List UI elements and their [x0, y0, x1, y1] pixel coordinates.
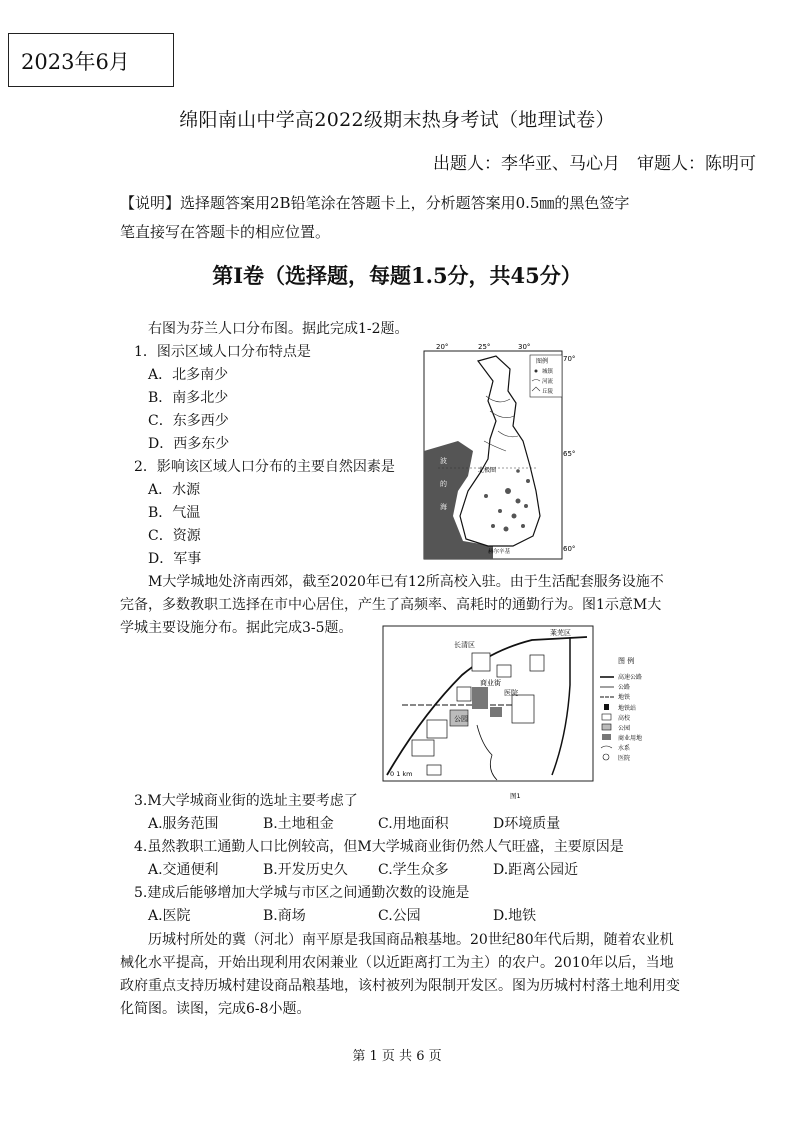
instructions-line-2: 笔直接写在答题卡的相应位置。	[120, 223, 331, 241]
lon-label-20: 20°	[436, 343, 449, 351]
campus-legend-title: 图 例	[618, 657, 635, 665]
campus-legend-road: 公路	[618, 684, 631, 691]
section-title: 第Ⅰ卷（选择题，每题1.5分，共45分）	[212, 263, 582, 288]
campus-legend-station: 地铁站	[618, 705, 637, 712]
q4-option-a: A.交通便利	[148, 862, 219, 878]
q2-stem: 2．影响该区域人口分布的主要自然因素是	[134, 459, 395, 475]
q4-stem: 4.虽然教职工通勤人口比例较高，但M大学城商业街仍然人气旺盛，主要原因是	[134, 839, 624, 855]
date-box: 2023年6月	[8, 33, 174, 87]
q2-option-d: D．军事	[148, 551, 202, 567]
finland-legend-hill: 丘陵	[542, 389, 554, 395]
finland-legend-town: 城镇	[542, 369, 554, 375]
q1-option-c: C．东多西少	[148, 413, 229, 429]
sea-char-1: 波	[440, 457, 447, 465]
q1-stem: 1．图示区域人口分布特点是	[134, 344, 311, 360]
passage-6-8-line-1: 历城村所处的冀（河北）南平原是我国商品粮基地。20世纪80年代后期，随着农业机	[148, 932, 674, 948]
q5-stem: 5.建成后能够增加大学城与市区之间通勤次数的设施是	[134, 885, 470, 901]
q1-option-b: B．南多北少	[148, 390, 229, 406]
q5-option-b: B.商场	[263, 908, 306, 924]
q5-options	[148, 905, 668, 925]
q5-option-d: D.地铁	[493, 908, 537, 924]
q2-option-c: C．资源	[148, 528, 201, 544]
exam-title: 绵阳南山中学高2022级期末热身考试（地理试卷）	[179, 109, 615, 131]
q3-stem: 3.M大学城商业街的选址主要考虑了	[134, 793, 358, 809]
page-footer: 第 1 页 共 6 页	[352, 1049, 442, 1064]
park-label: 公园	[454, 715, 468, 723]
lon-label-30: 30°	[518, 343, 531, 351]
instructions	[120, 189, 700, 247]
passage-3-5-line-3: 学城主要设施分布。据此完成3-5题。	[120, 620, 353, 636]
campus-legend-water: 水系	[618, 745, 631, 752]
region-label-laiwu: 莱芜区	[550, 629, 571, 637]
finland-population-map	[418, 341, 576, 563]
authors-line: 出题人：李华亚、马心月 审题人：陈明可	[433, 154, 756, 174]
passage-3-5-line-1: M大学城地处济南西郊，截至2020年已有12所高校入驻。由于生活配套服务设施不	[148, 574, 664, 590]
capital-label: 赫尔辛基	[488, 549, 511, 555]
campus-legend-university: 高校	[618, 715, 631, 722]
finland-legend-title: 图例	[536, 358, 549, 365]
sea-char-2: 的	[440, 480, 447, 488]
finland-legend-river: 河流	[542, 379, 554, 385]
region-label-changqing: 长清区	[454, 641, 475, 649]
intro-1-2: 右图为芬兰人口分布图。据此完成1-2题。	[148, 321, 409, 337]
q5-option-c: C.公园	[378, 908, 421, 924]
campus-legend-hospital: 医院	[618, 755, 631, 762]
campus-facilities-map	[382, 625, 672, 800]
hospital-label: 医院	[504, 689, 518, 697]
scale-bar-label: 0 1 km	[390, 770, 413, 778]
q2-option-a: A．水源	[148, 482, 201, 498]
arctic-circle-label: 北极圈	[478, 467, 497, 474]
campus-legend-metro: 地铁	[618, 694, 631, 701]
lat-label-65: 65°	[563, 450, 576, 458]
lat-label-70: 70°	[563, 355, 576, 363]
q2-option-b: B．气温	[148, 505, 201, 521]
campus-legend-highway: 高速公路	[618, 674, 643, 681]
passage-6-8-line-3: 政府重点支持历城村建设商品粮基地，该村被列为限制开发区。图为历城村村落土地利用变	[120, 978, 680, 994]
sea-char-3: 海	[440, 503, 447, 511]
passage-6-8-line-2: 械化水平提高，开始出现利用农闲兼业（以近距离打工为主）的农户。2010年以后，当地	[120, 955, 674, 971]
lon-label-25: 25°	[478, 343, 491, 351]
q1-option-a: A．北多南少	[148, 367, 229, 383]
campus-map-caption: 图1	[510, 792, 521, 800]
q1-option-d: D．西多东少	[148, 436, 230, 452]
q3-option-c: C.用地面积	[378, 816, 449, 832]
q3-options	[148, 813, 668, 833]
q3-option-b: B.土地租金	[263, 816, 334, 832]
q3-option-d: D环境质量	[493, 816, 561, 832]
q4-option-d: D.距离公园近	[493, 862, 579, 878]
passage-6-8-line-4: 化简图。读图，完成6-8小题。	[120, 1001, 311, 1017]
campus-legend-commercial: 商业用地	[618, 735, 643, 742]
q4-option-c: C.学生众多	[378, 862, 449, 878]
lat-label-60: 60°	[563, 545, 576, 553]
q4-options	[148, 859, 668, 879]
passage-3-5-line-2: 完备，多数教职工选择在市中心居住，产生了高频率、高耗时的通勤行为。图1示意M大	[120, 597, 662, 613]
commercial-street-label: 商业街	[480, 679, 501, 687]
campus-legend-park: 公园	[618, 725, 631, 732]
instructions-line-1: 【说明】选择题答案用2B铅笔涂在答题卡上，分析题答案用0.5㎜的黑色签字	[120, 194, 630, 212]
q3-option-a: A.服务范围	[148, 816, 219, 832]
q5-option-a: A.医院	[148, 908, 191, 924]
q4-option-b: B.开发历史久	[263, 862, 348, 878]
